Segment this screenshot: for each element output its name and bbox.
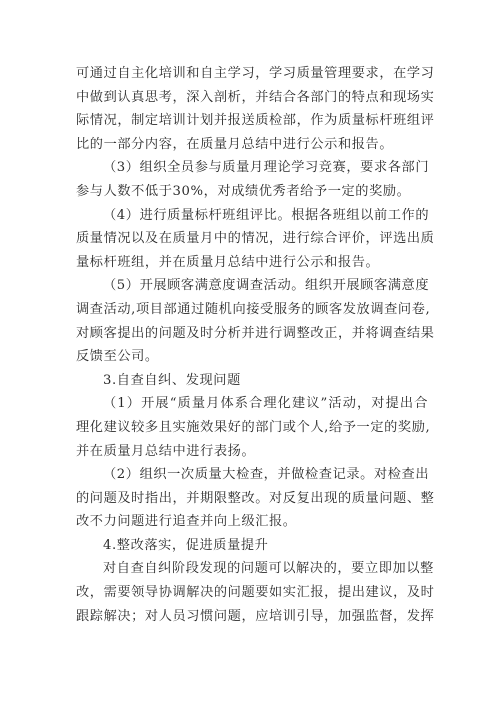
text-line: 改不力问题进行追查并向上级汇报。 (76, 514, 297, 530)
text-line: 中做到认真思考，深入剖析，并结合各部门的特点和现场实 (76, 89, 435, 105)
text-line: 的问题及时指出，并期限整改。对反复出现的质量问题、整 (76, 490, 435, 506)
text-line: 改，需要领导协调解决的问题要如实汇报，提出建议，及时 (76, 585, 435, 601)
paragraph-section3-item-1 (76, 392, 431, 463)
section-heading-3: 3.自查自纠、发现问题 (103, 372, 241, 388)
text-line: 对顾客提出的问题及时分析并进行调整改正，并将调查结果 (76, 325, 435, 341)
text-line: 质量情况以及在质量月中的情况，进行综合评价，评选出质 (76, 231, 435, 247)
text-line: （4）进行质量标杆班组评比。根据各班组以前工作的 (103, 207, 430, 223)
text-line: 对自查自纠阶段发现的问题可以解决的，要立即加以整 (103, 561, 434, 577)
paragraph-training (76, 62, 435, 156)
paragraph-section3-item-2 (76, 463, 435, 534)
paragraph-item-3 (76, 156, 428, 203)
text-line: （3）组织全员参与质量月理论学习竞赛，要求各部门 (103, 160, 430, 176)
text-line: 反馈至公司。 (76, 349, 159, 365)
text-line: 跟踪解决；对人员习惯问题，应培训引导，加强监督，发挥 (76, 608, 435, 624)
text-line: 比的一部分内容，在质量月总结中进行公示和报告。 (76, 136, 394, 152)
text-line: 理化建议较多且实施效果好的部门或个人,给予一定的奖励, (76, 419, 431, 435)
text-line: （1）开展“质量月体系合理化建议”活动，对提出合 (103, 396, 428, 412)
paragraph-section4-body (76, 557, 435, 628)
section-heading-4: 4.整改落实，促进质量提升 (103, 537, 269, 553)
text-line: （2）组织一次质量大检查，并做检查记录。对检查出 (103, 467, 430, 483)
text-line: 调查活动,项目部通过随机向接受服务的顾客发放调查问卷, (76, 301, 431, 317)
document-body (76, 62, 435, 628)
paragraph-item-5 (76, 274, 435, 368)
text-line: （5）开展顾客满意度调查活动。组织开展顾客满意度 (103, 278, 430, 294)
paragraph-item-4 (76, 204, 435, 275)
text-line: 际情况，制定培训计划并报送质检部，作为质量标杆班组评 (76, 113, 435, 129)
text-line: 参与人数不低于30%，对成绩优秀者给予一定的奖励。 (76, 183, 411, 199)
text-line: 可通过自主化培训和自主学习，学习质量管理要求，在学习 (76, 66, 435, 81)
text-line: 并在质量月总结中进行表扬。 (76, 443, 256, 459)
text-line: 量标杆班组，并在质量月总结中进行公示和报告。 (76, 254, 380, 270)
